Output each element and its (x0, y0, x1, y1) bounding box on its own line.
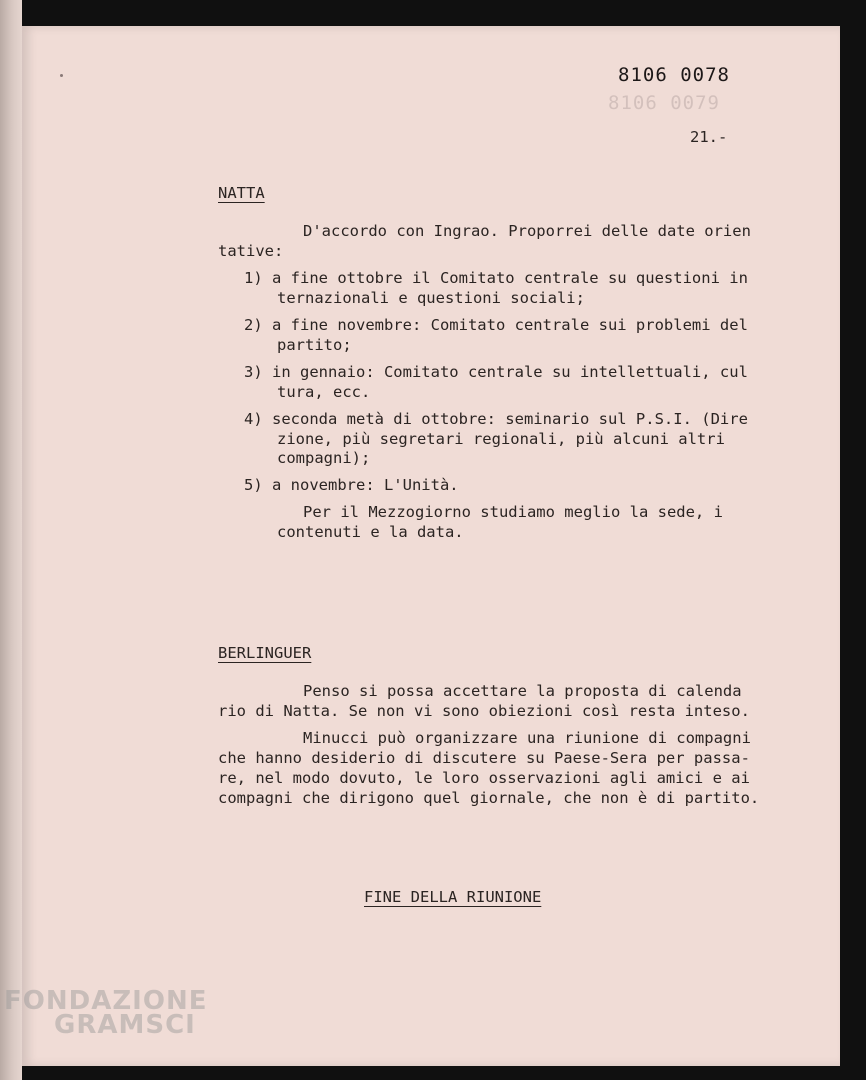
text-line: Penso si possa accettare la proposta di calenda (303, 682, 742, 700)
text-line: compagni che dirigono quel giornale, che non è di partito. (218, 789, 760, 807)
text-line: tative: (218, 242, 284, 260)
watermark-line-1: FONDAZIONE (4, 986, 208, 1016)
text-line: re, nel modo dovuto, le loro osservazioni agli amici e ai (218, 769, 750, 787)
text-line: compagni); (277, 449, 371, 467)
text-line: che hanno desiderio di discutere su Paese-Sera per passa- (218, 749, 750, 767)
text-line: D'accordo con Ingrao. Proporrei delle date orien (303, 222, 751, 240)
watermark-line-2: GRAMSCI (54, 1010, 196, 1040)
text-line: ternazionali e questioni sociali; (277, 289, 585, 307)
text-line: Per il Mezzogiorno studiamo meglio la sede, i (303, 503, 723, 521)
text-line: Minucci può organizzare una riunione di compagni (303, 729, 751, 747)
paper-mark (60, 74, 63, 77)
text-line: zione, più segretari regionali, più alcuni altri (277, 430, 725, 448)
archive-stamp: 8106 0078 (618, 64, 730, 86)
list-item-1: 1) a fine ottobre il Comitato centrale su questioni in (244, 269, 748, 287)
closing-line: FINE DELLA RIUNIONE (364, 888, 542, 906)
document-page (22, 26, 840, 1066)
list-item-3: 3) in gennaio: Comitato centrale su intellettuali, cul (244, 363, 748, 381)
text-line: partito; (277, 336, 352, 354)
text-line: rio di Natta. Se non vi sono obiezioni così resta inteso. (218, 702, 750, 720)
watermark-logo (4, 986, 208, 1040)
faint-archive-stamp: 8106 0079 (608, 92, 720, 114)
speaker-name-berlinguer: BERLINGUER (218, 644, 312, 662)
list-item-2: 2) a fine novembre: Comitato centrale sui problemi del (244, 316, 748, 334)
page-number: 21.- (690, 128, 728, 146)
list-item-4: 4) seconda metà di ottobre: seminario sul P.S.I. (Dire (244, 410, 748, 428)
text-line: tura, ecc. (277, 383, 371, 401)
speaker-name-natta: NATTA (218, 184, 265, 202)
left-page-edge (0, 0, 22, 1080)
list-item-5: 5) a novembre: L'Unità. (244, 476, 459, 494)
text-line: contenuti e la data. (277, 523, 464, 541)
